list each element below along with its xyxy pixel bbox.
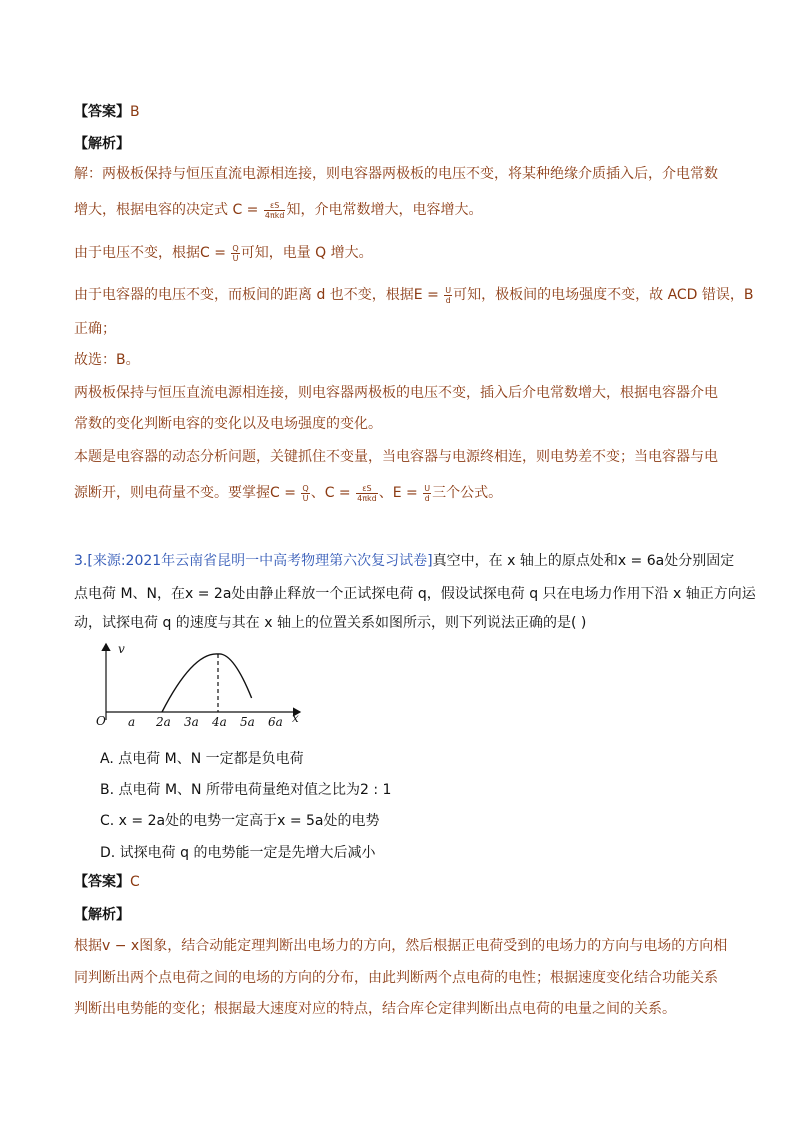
option-d[interactable]: D. 试探电荷 q 的电势能一定是先增大后减小 xyxy=(100,845,376,861)
answer-value: C xyxy=(130,874,140,890)
x-tick-labels xyxy=(128,715,283,729)
question-3-stem-line-1: 3.[来源:2021年云南省昆明一中高考物理第六次复习试卷]真空中，在 x 轴上的原点处和x = 6a处分别固定 xyxy=(74,553,735,569)
analysis-paragraph-4: 故选：B。 xyxy=(74,352,140,368)
analysis-paragraph-6a: 本题是电容器的动态分析问题，关键抓住不变量，当电容器与电源终相连，则电势差不变；当电容器与电 xyxy=(74,449,718,465)
answer-label: 【答案】 xyxy=(74,874,130,890)
analysis-label: 【解析】 xyxy=(74,136,130,152)
option-b[interactable]: B. 点电荷 M、N 所带电荷量绝对值之比为2 : 1 xyxy=(100,782,392,798)
analysis-paragraph-6b: 源断开，则电荷量不变。要掌握C = $\frac{Q}{U}$ 、C = $\frac{\varepsilon S}{\text{4πkd}}$ 、E = $\frac{U}{d}$ 三个公式。 xyxy=(74,483,503,503)
option-c[interactable]: C. x = 2a处的电势一定高于x = 5a处的电势 xyxy=(100,813,380,829)
answer-label: 【答案】 xyxy=(74,104,130,120)
origin-label: O xyxy=(96,714,106,728)
question-3-stem-line-2: 点电荷 M、N，在x = 2a处由静止释放一个正试探电荷 q，假设试探电荷 q 只在电场力作用下沿 x 轴正方向运 xyxy=(74,586,756,602)
x-tick-label: a xyxy=(128,715,136,729)
analysis-paragraph-3b: 正确； xyxy=(74,321,116,337)
x-tick-label: 6a xyxy=(268,715,283,729)
charge-formula: $\frac{Q}{U}$ xyxy=(232,243,239,263)
analysis-paragraph-5b: 常数的变化判断电容的变化以及电场强度的变化。 xyxy=(74,416,382,432)
x-tick-label: 4a xyxy=(212,715,227,729)
analysis-paragraph-2: 由于电压不变，根据C = $\frac{Q}{U}$ 可知，电量 Q 增大。 xyxy=(74,243,373,263)
analysis-label: 【解析】 xyxy=(74,907,130,923)
x-tick-label: 5a xyxy=(240,715,255,729)
velocity-curve xyxy=(162,654,252,712)
x-tick-label: 3a xyxy=(184,715,199,729)
question-number: 3. xyxy=(74,553,88,569)
y-axis-label: v xyxy=(118,642,125,656)
analysis-paragraph-3: 由于电容器的电压不变，而板间的距离 d 也不变，根据E = $\frac{U}{d}$ 可知，极板间的电场强度不变，故 ACD 错误，B xyxy=(74,285,754,305)
capacitance-formula: $\frac{\varepsilon S}{\text{4πkd}}$ xyxy=(264,200,285,220)
answer-line-q2 xyxy=(74,102,140,122)
field-formula: $\frac{U}{d}$ xyxy=(445,285,452,305)
question-source-link[interactable]: [来源:2021年云南省昆明一中高考物理第六次复习试卷] xyxy=(87,553,433,569)
answer-line-q3 xyxy=(74,872,140,892)
analysis-paragraph-5a: 两极板保持与恒压直流电源相连接，则电容器两极板的电压不变，插入后介电常数增大，根据电容器介电 xyxy=(74,385,718,401)
analysis-paragraph-1b: 增大，根据电容的决定式 C = $\frac{\varepsilon S}{\text{4πkd}}$ 知，介电常数增大，电容增大。 xyxy=(74,200,483,220)
velocity-position-graph xyxy=(92,640,332,736)
x-tick-label: 2a xyxy=(156,715,171,729)
q3-analysis-line-3: 判断出电势能的变化；根据最大速度对应的特点，结合库仑定律判断出点电荷的电量之间的关系。 xyxy=(74,1001,676,1017)
q3-analysis-line-2: 同判断出两个点电荷之间的电场的方向的分布，由此判断两个点电荷的电性；根据速度变化结合功能关系 xyxy=(74,970,718,986)
q3-analysis-line-1: 根据v − x图象，结合动能定理判断出电场力的方向，然后根据正电荷受到的电场力的方向与电场的方向相 xyxy=(74,938,728,954)
question-3-stem-line-3: 动，试探电荷 q 的速度与其在 x 轴上的位置关系如图所示，则下列说法正确的是( ) xyxy=(74,615,587,631)
analysis-paragraph-1a: 解：两极板保持与恒压直流电源相连接，则电容器两极板的电压不变，将某种绝缘介质插入后，介电常数 xyxy=(74,166,718,182)
option-a[interactable]: A. 点电荷 M、N 一定都是负电荷 xyxy=(100,751,304,767)
answer-value: B xyxy=(130,104,140,120)
x-axis-label: x xyxy=(292,711,299,725)
